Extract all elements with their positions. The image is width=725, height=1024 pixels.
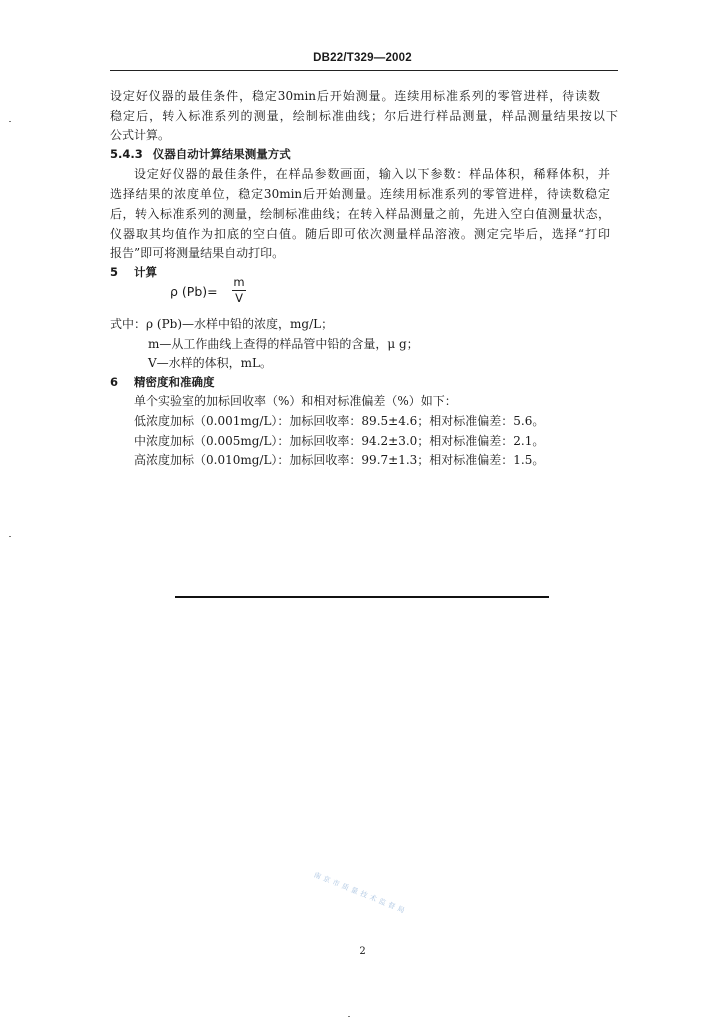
formula-denominator: V: [235, 291, 243, 305]
section-number: 6: [110, 375, 119, 389]
intro-line-2: 稳定后，转入标准系列的测量，绘制标准曲线；尔后进行样品测量，样品测量结果按以下: [110, 109, 618, 123]
s6-line-low: 低浓度加标（0.001mg/L）：加标回收率：89.5±4.6；相对标准偏差：5.6。: [134, 414, 545, 428]
section-title: 精密度和准确度: [134, 375, 215, 389]
where-def-v: V—水样的体积，mL。: [148, 356, 273, 370]
s543-line-3: 后，转入标准系列的测量，绘制标准曲线；在转入样品测量之前，先进入空白值测量状态，: [110, 207, 610, 221]
standard-code-header: DB22/T329—2002: [313, 52, 412, 64]
formula-fraction: [232, 276, 246, 305]
scan-speck: [9, 536, 11, 537]
watermark: 南京市质量技术监督局: [312, 870, 409, 916]
scan-speck: [348, 1016, 350, 1017]
where-def-m: m—从工作曲线上查得的样品管中铅的含量，μ g；: [148, 337, 419, 351]
scan-speck: [9, 121, 11, 122]
formula-lhs: ρ (Pb)=: [170, 284, 218, 299]
s6-line-1: 单个实验室的加标回收率（%）和相对标准偏差（%）如下：: [134, 394, 457, 408]
end-of-document-rule: [175, 596, 549, 598]
s543-line-4: 仪器取其均值作为扣底的空白值。随后即可依次测量样品溶液。测定完毕后，选择“打印: [110, 227, 610, 241]
s6-line-medium: 中浓度加标（0.005mg/L）：加标回收率：94.2±3.0；相对标准偏差：2.1。: [134, 434, 545, 448]
formula-numerator: m: [233, 275, 245, 289]
intro-line-3: 公式计算。: [110, 128, 171, 142]
intro-line-1: 设定好仪器的最佳条件，稳定30min后开始测量。连续用标准系列的零管进样，待读数: [110, 89, 600, 103]
s6-line-high: 高浓度加标（0.010mg/L）：加标回收率：99.7±1.3；相对标准偏差：1.5。: [134, 453, 545, 467]
s543-line-2: 选择结果的浓度单位，稳定30min后开始测量。连续用标准系列的零管进样，待读数稳定: [110, 187, 610, 201]
section-5-heading: [110, 264, 157, 280]
section-title: 仪器自动计算结果测量方式: [152, 147, 291, 161]
section-5-4-3-heading: [110, 146, 291, 162]
where-def-rho: ρ (Pb)—水样中铅的浓度，mg/L；: [146, 317, 334, 331]
page-number: 2: [359, 946, 366, 957]
section-number: 5: [110, 265, 119, 279]
section-6-heading: [110, 374, 215, 390]
s543-line-5: 报告”即可将测量结果自动打印。: [110, 246, 285, 260]
s543-line-1: 设定好仪器的最佳条件，在样品参数画面，输入以下参数：样品体积，稀释体积，并: [134, 167, 610, 181]
where-line-1: [110, 316, 333, 332]
header-rule: [110, 70, 618, 71]
section-title: 计算: [134, 265, 157, 279]
where-prefix: 式中：: [110, 317, 147, 331]
section-number: 5.4.3: [110, 147, 143, 161]
